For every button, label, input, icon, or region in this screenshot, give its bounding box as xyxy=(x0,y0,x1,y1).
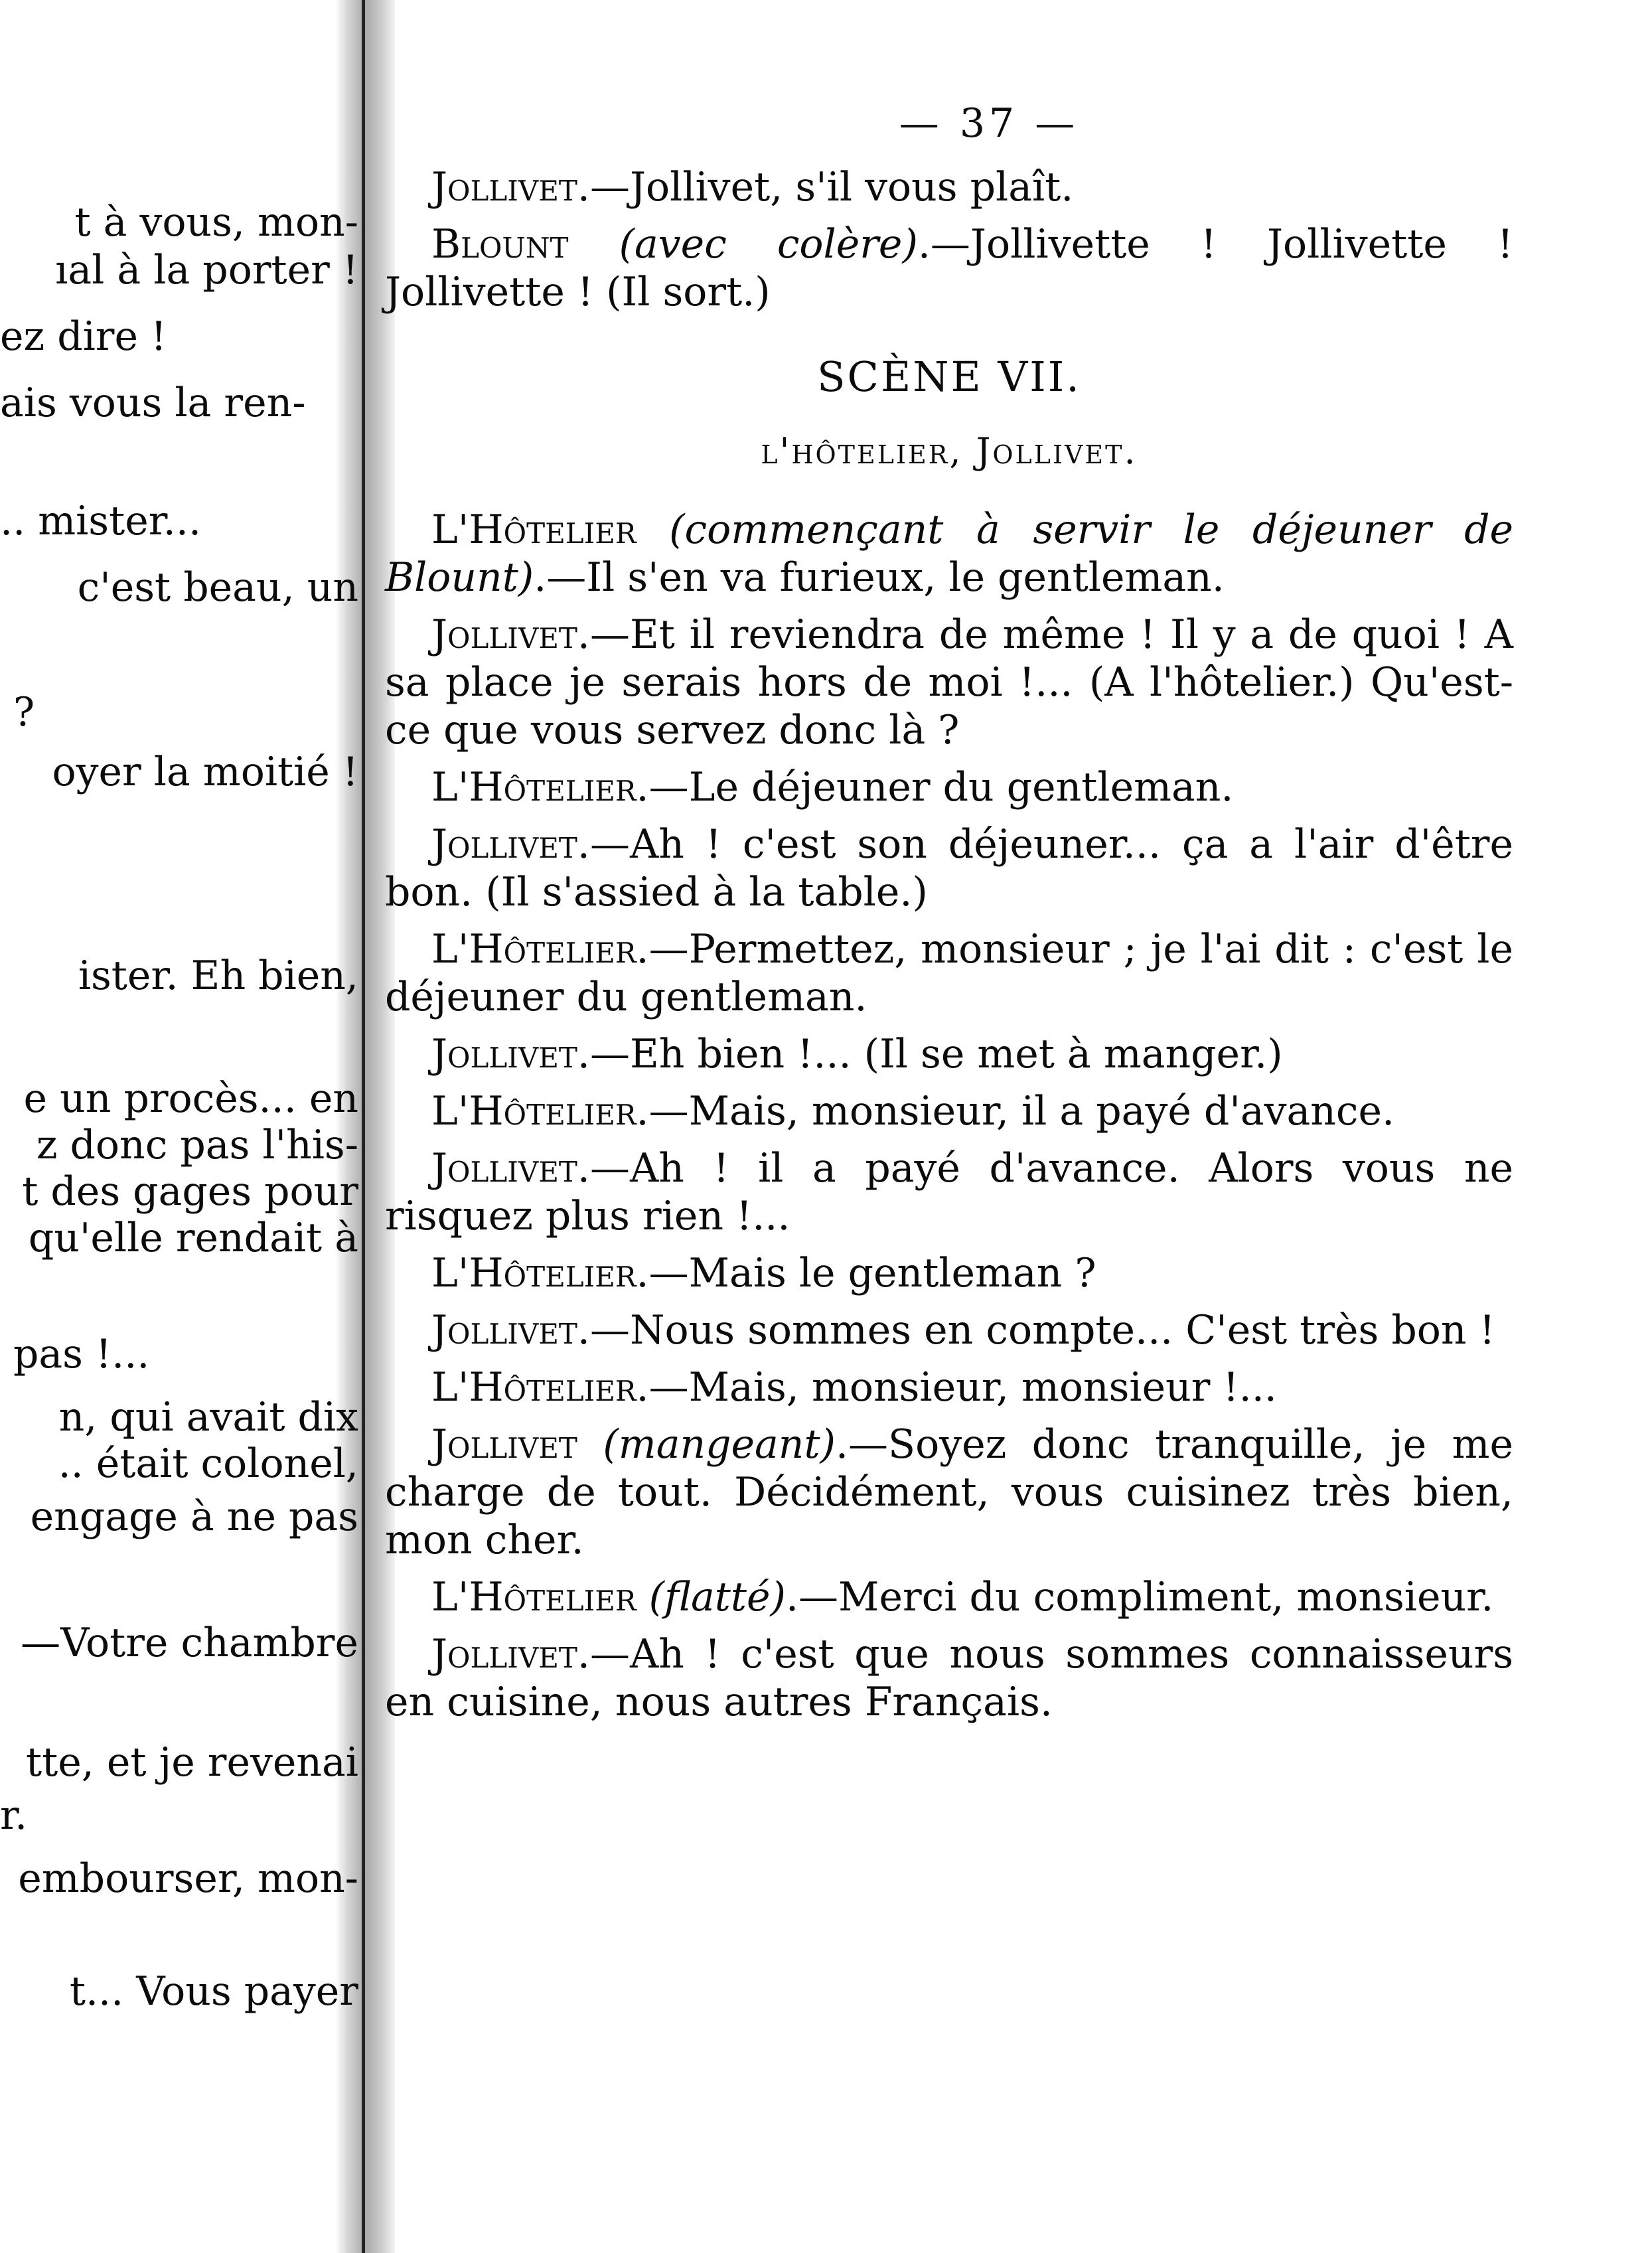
left-line: r. xyxy=(0,1792,28,1839)
dialogue-paragraph xyxy=(385,1030,1513,1078)
dialogue-text: .—Il s'en va furieux, le gentleman. xyxy=(534,554,1225,601)
stage-direction: (mangeant) xyxy=(603,1421,836,1468)
speaker-name: Blount xyxy=(431,221,569,268)
speaker-name: Jollivet. xyxy=(431,821,590,868)
dialogue-text: .—Merci du compliment, monsieur. xyxy=(785,1574,1494,1620)
left-line: engage à ne pas xyxy=(30,1494,358,1540)
speaker-name: Jollivet. xyxy=(431,164,590,210)
dialogue-text: —Ah ! il a payé d'avance. Alors vous ne risquez plus rien !... xyxy=(385,1145,1513,1239)
dialogue-text: —Ah ! c'est son déjeuner... ça a l'air d'être bon. (Il s'assied à la table.) xyxy=(385,821,1513,915)
speaker-name: L'Hôtelier. xyxy=(431,1250,649,1296)
dialogue-text: —Ah ! c'est que nous sommes connaisseurs en cuisine, nous autres Français. xyxy=(385,1631,1513,1725)
stage-direction: (flatté) xyxy=(648,1574,786,1620)
dialogue-text: .—Jollivette ! Jollivette ! Jollivette ! (Il sort.) xyxy=(385,221,1513,315)
dialogue-paragraph xyxy=(385,925,1513,1021)
dialogue-paragraph xyxy=(385,1363,1513,1411)
dialogue-text: —Nous sommes en compte... C'est très bon ! xyxy=(589,1307,1495,1354)
speaker-name: Jollivet. xyxy=(431,1031,590,1077)
speaker-name: L'Hôtelier xyxy=(431,506,637,553)
dialogue-paragraph xyxy=(385,1144,1513,1240)
dialogue-paragraph xyxy=(385,506,1513,601)
stage-direction: (commençant à servir le déjeuner de Blount) xyxy=(385,506,1513,601)
left-line: oyer la moitié ! xyxy=(52,749,358,795)
speaker-name: L'Hôtelier. xyxy=(431,764,649,811)
dialogue-text: —Le déjeuner du gentleman. xyxy=(648,764,1234,811)
left-line: t à vous, mon- xyxy=(74,199,358,246)
dialogue-text: —Permettez, monsieur ; je l'ai dit : c'est le déjeuner du gentleman. xyxy=(385,926,1513,1020)
left-line: ez dire ! xyxy=(0,313,167,360)
gutter-edge-line xyxy=(362,0,365,2253)
speaker-name: L'Hôtelier. xyxy=(431,926,649,972)
left-line: n, qui avait dix xyxy=(58,1394,358,1440)
speaker-name: L'Hôtelier. xyxy=(431,1364,649,1411)
speaker-name: Jollivet. xyxy=(431,1307,590,1354)
left-line: e un procès... en xyxy=(23,1075,358,1122)
speaker-name: Jollivet. xyxy=(431,611,590,658)
dialogue-text: —Mais, monsieur, il a payé d'avance. xyxy=(648,1088,1395,1134)
speaker-name: Jollivet. xyxy=(431,1631,590,1677)
right-page xyxy=(385,100,1513,1735)
left-line: z donc pas l'his- xyxy=(36,1122,358,1168)
dialogue-text: —Et il reviendra de même ! Il y a de quoi ! A sa place je serais hors de moi !... (A l'hôtelier.) Qu'est-ce que vous servez donc là ? xyxy=(385,611,1513,753)
dialogue-text: —Mais le gentleman ? xyxy=(648,1250,1096,1296)
left-line: .. était colonel, xyxy=(58,1440,358,1487)
page-number: — 37 — xyxy=(899,100,1079,147)
left-line: t des gages pour xyxy=(22,1168,358,1215)
left-line: ? xyxy=(13,689,35,736)
left-line: —Votre chambre xyxy=(21,1620,358,1666)
scene-characters: l'hôtelier, Jollivet. xyxy=(761,430,1138,472)
dialogue-text: .—Soyez donc tranquille, je me charge de tout. Décidément, vous cuisinez très bien, mon cher. xyxy=(385,1421,1513,1563)
dialogue-text: —Eh bien !... (Il se met à manger.) xyxy=(589,1031,1283,1077)
dialogue-paragraph xyxy=(385,820,1513,916)
left-line: ıal à la porter ! xyxy=(55,247,358,293)
dialogue-paragraph xyxy=(385,163,1513,211)
dialogue-text: —Mais, monsieur, monsieur !... xyxy=(648,1364,1277,1411)
left-line: tte, et je revenai xyxy=(26,1739,358,1786)
dialogue-paragraph xyxy=(385,611,1513,754)
dialogue-paragraph xyxy=(385,763,1513,811)
dialogue-paragraph xyxy=(385,1630,1513,1726)
dialogue-paragraph xyxy=(385,1249,1513,1297)
left-line: embourser, mon- xyxy=(18,1855,358,1902)
left-line: pas !... xyxy=(13,1331,150,1377)
left-line: c'est beau, un xyxy=(77,564,358,611)
dialogue-paragraph xyxy=(385,1421,1513,1564)
dialogue-paragraph xyxy=(385,1573,1513,1621)
speaker-name: Jollivet. xyxy=(431,1145,590,1192)
speaker-name: L'Hôtelier. xyxy=(431,1088,649,1134)
speaker-name: Jollivet xyxy=(431,1421,577,1468)
left-line: ister. Eh bien, xyxy=(78,953,358,999)
dialogue-paragraph xyxy=(385,1306,1513,1354)
left-line: qu'elle rendait à xyxy=(28,1215,358,1261)
left-page-fragment xyxy=(0,0,358,2253)
scene-title: SCÈNE VII. xyxy=(817,352,1081,401)
dialogue-paragraph xyxy=(385,1087,1513,1135)
dialogue-paragraph xyxy=(385,220,1513,316)
left-line: t... Vous payer xyxy=(69,1968,358,2015)
left-line: ais vous la ren- xyxy=(0,380,306,426)
left-line: .. mister... xyxy=(0,498,202,544)
speaker-name: L'Hôtelier xyxy=(431,1574,637,1620)
dialogue-text: —Jollivet, s'il vous plaît. xyxy=(589,164,1074,210)
stage-direction: (avec colère) xyxy=(619,221,918,268)
